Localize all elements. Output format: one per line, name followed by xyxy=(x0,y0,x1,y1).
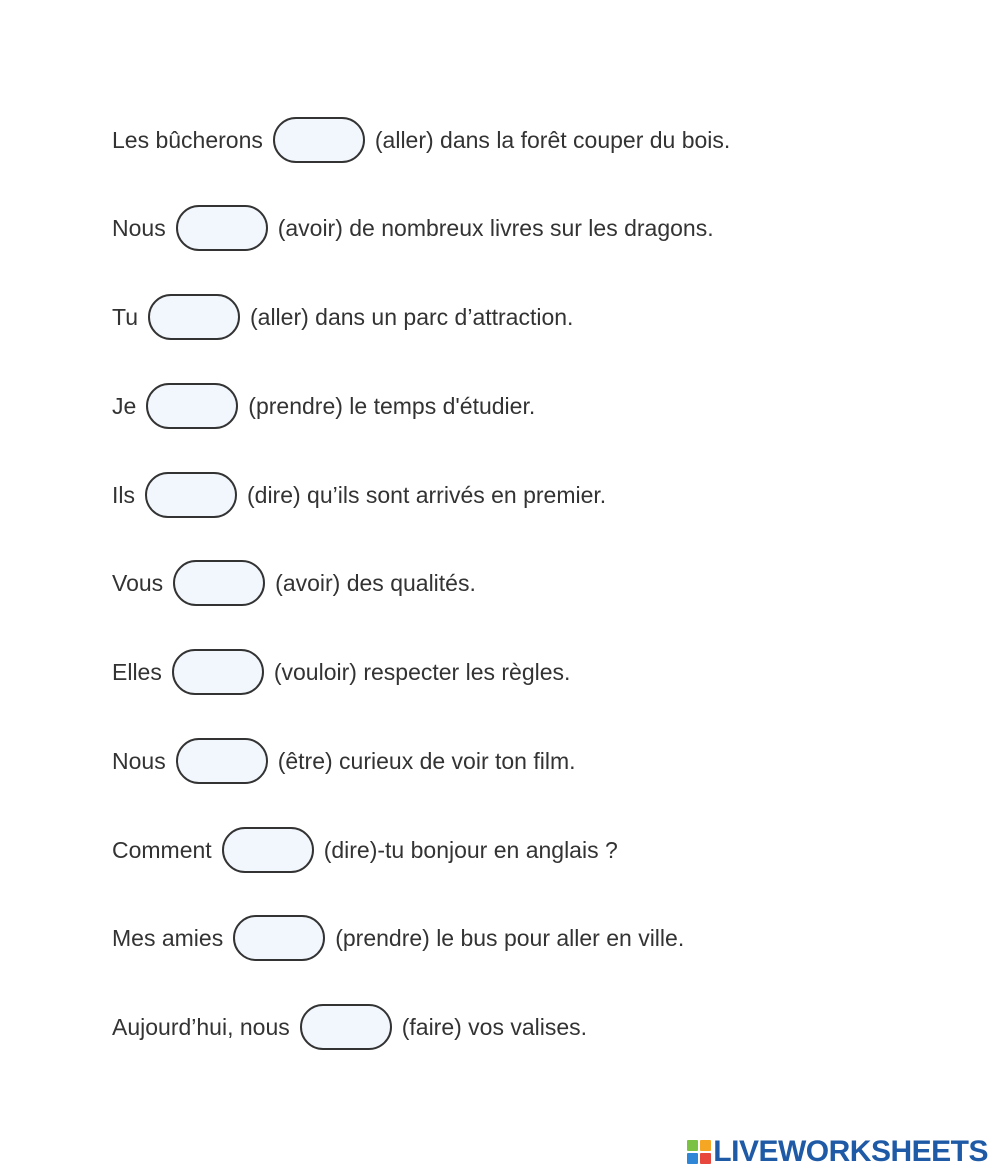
answer-input-8[interactable] xyxy=(176,738,268,784)
prompt-after: (avoir) des qualités. xyxy=(275,569,476,596)
liveworksheets-logo-icon xyxy=(687,1140,711,1164)
prompt-before: Vous xyxy=(112,569,164,596)
liveworksheets-logo xyxy=(687,1134,988,1170)
logo-square-icon xyxy=(700,1140,711,1151)
prompt-before: Elles xyxy=(112,658,162,685)
logo-text: LIVEWORKSHEETS xyxy=(713,1135,988,1168)
answer-input-7[interactable] xyxy=(172,649,264,695)
answer-input-3[interactable] xyxy=(148,294,240,340)
exercise-line-11 xyxy=(112,1002,587,1052)
prompt-after: (être) curieux de voir ton film. xyxy=(277,747,576,774)
prompt-after: (faire) vos valises. xyxy=(401,1013,588,1040)
prompt-after: (prendre) le temps d'étudier. xyxy=(248,392,536,419)
prompt-before: Mes amies xyxy=(112,924,224,951)
exercise-line-8 xyxy=(112,736,576,786)
prompt-before: Tu xyxy=(112,303,138,330)
prompt-after: (vouloir) respecter les règles. xyxy=(273,658,571,685)
prompt-before: Comment xyxy=(112,836,212,863)
exercise-line-2 xyxy=(112,203,714,253)
exercise-line-5 xyxy=(112,470,606,520)
prompt-after: (aller) dans la forêt couper du bois. xyxy=(374,126,731,153)
answer-input-5[interactable] xyxy=(145,472,237,518)
prompt-before: Nous xyxy=(112,747,166,774)
prompt-before: Nous xyxy=(112,214,166,241)
prompt-after: (aller) dans un parc d’attraction. xyxy=(250,303,574,330)
answer-input-9[interactable] xyxy=(222,827,314,873)
answer-input-11[interactable] xyxy=(300,1004,392,1050)
logo-square-icon xyxy=(700,1153,711,1164)
exercise-line-4 xyxy=(112,381,535,431)
answer-input-6[interactable] xyxy=(173,560,265,606)
prompt-after: (dire) qu’ils sont arrivés en premier. xyxy=(247,481,607,508)
exercise-line-3 xyxy=(112,292,573,342)
logo-square-icon xyxy=(687,1153,698,1164)
prompt-before: Ils xyxy=(112,481,135,508)
prompt-before: Aujourd’hui, nous xyxy=(112,1013,290,1040)
prompt-before: Les bûcherons xyxy=(112,126,263,153)
answer-input-2[interactable] xyxy=(176,205,268,251)
exercise-line-10 xyxy=(112,913,684,963)
prompt-after: (dire)-tu bonjour en anglais ? xyxy=(323,836,618,863)
prompt-before: Je xyxy=(112,392,137,419)
prompt-after: (avoir) de nombreux livres sur les dragons. xyxy=(277,214,714,241)
answer-input-10[interactable] xyxy=(233,915,325,961)
prompt-after: (prendre) le bus pour aller en ville. xyxy=(335,924,685,951)
exercise-line-9 xyxy=(112,825,618,875)
exercise-line-1 xyxy=(112,115,730,165)
answer-input-4[interactable] xyxy=(146,383,238,429)
exercise-line-7 xyxy=(112,647,570,697)
exercise-line-6 xyxy=(112,558,476,608)
logo-square-icon xyxy=(687,1140,698,1151)
answer-input-1[interactable] xyxy=(273,117,365,163)
